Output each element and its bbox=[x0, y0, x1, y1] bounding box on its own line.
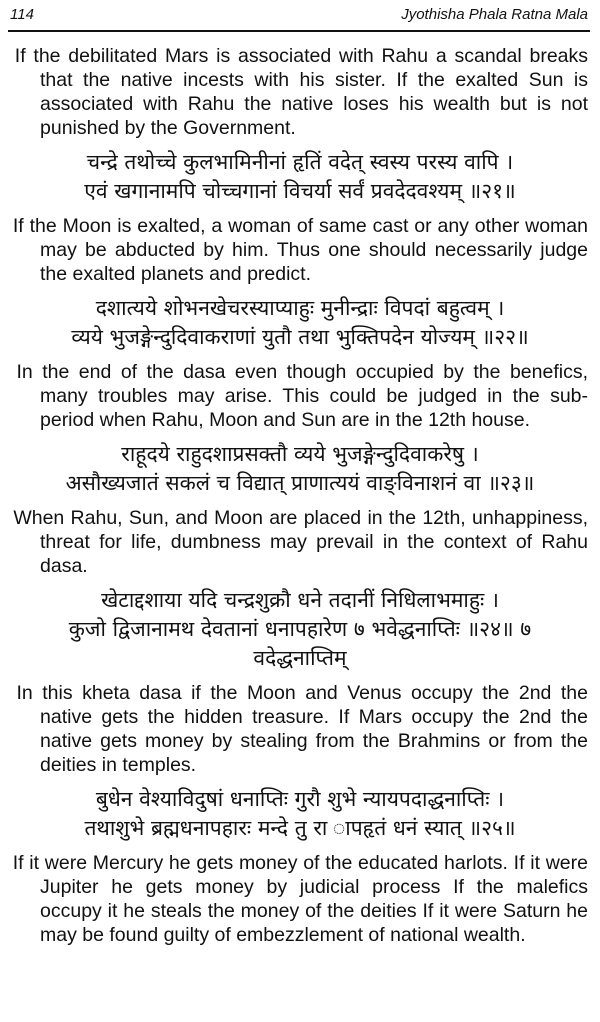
translation-paragraph bbox=[0, 681, 600, 777]
sanskrit-verse bbox=[0, 586, 600, 673]
sanskrit-verse bbox=[0, 440, 600, 498]
sanskrit-line: तथाशुभे ब्रह्मधनापहारः मन्दे तु रा ापहृतं धनं स्यात् ॥२५॥ bbox=[84, 816, 516, 840]
sanskrit-line: कुजो द्विजानामथ देवतानां धनापहारेण ७ भवेद्धनाप्तिः ॥२४॥ ७ bbox=[68, 617, 532, 641]
translation-text: In this kheta dasa if the Moon and Venus occupy the 2nd the native gets the hidden treasure. If Mars occupy the 2nd the native gets money by stealing from the Brahmins or from the deities in temples. bbox=[16, 682, 588, 776]
translation-paragraph bbox=[0, 44, 600, 140]
translation-text: If the debilitated Mars is associated with Rahu a scandal breaks that the native incests with his sister. If the exalted Sun is associated with Rahu the native loses his wealth but is not punished by the Government. bbox=[14, 45, 589, 139]
verse-item-20 bbox=[0, 44, 600, 206]
verse-item-22 bbox=[0, 360, 600, 498]
translation-paragraph bbox=[0, 360, 600, 432]
translation-paragraph bbox=[0, 506, 600, 578]
sanskrit-line: असौख्यजातं सकलं च विद्यात् प्राणात्ययं वाङ्विनाशनं वा ॥२३॥ bbox=[65, 471, 535, 495]
sanskrit-line: बुधेन वेश्याविदुषां धनाप्तिः गुरौ शुभे न्यायपदाद्धनाप्तिः । bbox=[95, 787, 505, 811]
translation-paragraph bbox=[0, 214, 600, 286]
verse-item-21 bbox=[0, 214, 600, 352]
translation-paragraph bbox=[0, 851, 600, 947]
translation-text: When Rahu, Sun, and Moon are placed in the 12th, unhappiness, threat for life, dumbness may prevail in the context of Rahu dasa. bbox=[13, 507, 589, 577]
sanskrit-line: खेटाद्दशाया यदि चन्द्रशुक्रौ धने तदानीं निधिलाभमाहुः । bbox=[101, 588, 499, 612]
translation-text: If it were Mercury he gets money of the educated harlots. If it were Jupiter he gets money by judicial process If the malefics occupy it he steals the money of the deities If it were Saturn he may be found guilty of embezzlement of national wealth. bbox=[12, 852, 588, 946]
sanskrit-line: एवं खगानामपि चोच्चगानां विचर्या सर्वं प्रवदेदवश्यम् ॥२१॥ bbox=[84, 179, 516, 203]
sanskrit-line: व्यये भुजङ्गेन्दुदिवाकराणां युतौ तथा भुक्तिपदेन योज्यम् ॥२२॥ bbox=[71, 325, 529, 349]
sanskrit-line: वदेद्धनाप्तिम् bbox=[253, 646, 347, 670]
translation-text: If the Moon is exalted, a woman of same cast or any other woman may be abducted by him. Thus one should necessarily judge the exalted planets and predict. bbox=[12, 215, 588, 285]
page-content bbox=[0, 44, 600, 947]
sanskrit-line: दशात्यये शोभनखेचरस्याप्याहुः मुनीन्द्राः विपदां बहुत्वम् । bbox=[95, 296, 505, 320]
page-number: 114 bbox=[10, 6, 34, 23]
verse-item-24 bbox=[0, 681, 600, 843]
sanskrit-verse bbox=[0, 148, 600, 206]
translation-text: In the end of the dasa even though occupied by the benefics, many troubles may arise. This could be judged in the sub-period when Rahu, Moon and Sun are in the 12th house. bbox=[16, 361, 589, 431]
sanskrit-verse bbox=[0, 294, 600, 352]
sanskrit-line: चन्द्रे तथोच्चे कुलभामिनीनां हृतिं वदेत् स्वस्य परस्य वापि । bbox=[86, 150, 514, 174]
sanskrit-verse bbox=[0, 785, 600, 843]
page-header bbox=[8, 0, 590, 32]
sanskrit-line: राहूदये राहुदशाप्रसक्तौ व्यये भुजङ्गेन्दुदिवाकरेषु । bbox=[121, 442, 479, 466]
verse-item-25 bbox=[0, 851, 600, 947]
running-title: Jyothisha Phala Ratna Mala bbox=[401, 6, 588, 23]
verse-item-23 bbox=[0, 506, 600, 673]
